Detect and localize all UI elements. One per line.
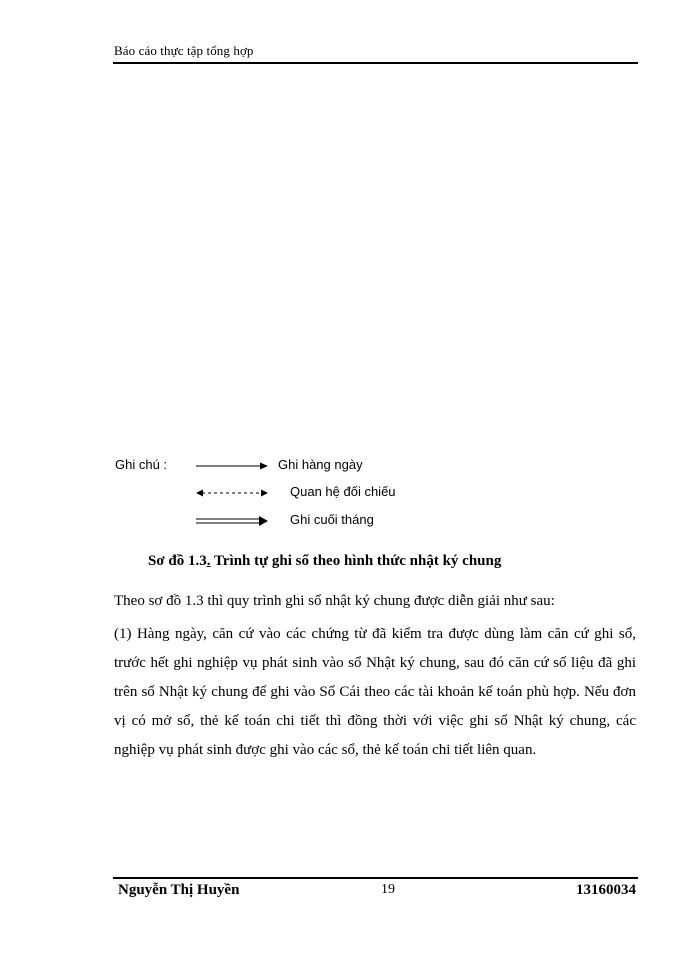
legend-item-daily-text: Ghi hàng ngày (278, 457, 363, 472)
figure-caption (148, 553, 501, 570)
footer-student-id: 13160034 (576, 882, 636, 898)
double-line-arrow-icon (196, 521, 276, 531)
legend-item-monthly-text: Ghi cuối tháng (290, 512, 374, 527)
dashed-double-arrow-icon (196, 493, 276, 503)
legend-label: Ghi chú : (115, 457, 168, 472)
caption-underlined: . (206, 553, 211, 569)
footer-author: Nguyễn Thị Huyền (118, 882, 240, 898)
body-paragraph: (1) Hàng ngày, căn cứ vào các chứng từ đã kiểm tra được dùng làm căn cứ ghi sổ, trước hết ghi nghiệp vụ phát sinh vào sổ Nhật ký chung, sau đó căn cứ số liệu đã ghi trên sổ Nhật ký chung để ghi vào Sổ Cái theo các tài khoản kế toán phù hợp. Nếu đơn vị có mở sổ, thẻ kế toán chi tiết thì đồng thời với việc ghi sổ Nhật ký chung, các nghiệp vụ phát sinh được ghi vào các sổ, thẻ kế toán chi tiết liên quan. (114, 626, 636, 758)
footer-divider (113, 877, 638, 879)
page-header-title: Báo cáo thực tập tổng hợp (114, 43, 254, 58)
caption-title: Trình tự ghi sổ theo hình thức nhật ký chung (210, 553, 502, 569)
header-divider (113, 62, 638, 64)
legend-item-reconcile-text: Quan hệ đối chiếu (290, 484, 396, 499)
solid-arrow-icon (196, 466, 276, 476)
footer-page-number: 19 (381, 882, 395, 897)
caption-prefix: Sơ đồ 1.3 (148, 553, 207, 569)
body-intro: Theo sơ đồ 1.3 thì quy trình ghi sổ nhật ký chung được diễn giải như sau: (114, 593, 555, 609)
